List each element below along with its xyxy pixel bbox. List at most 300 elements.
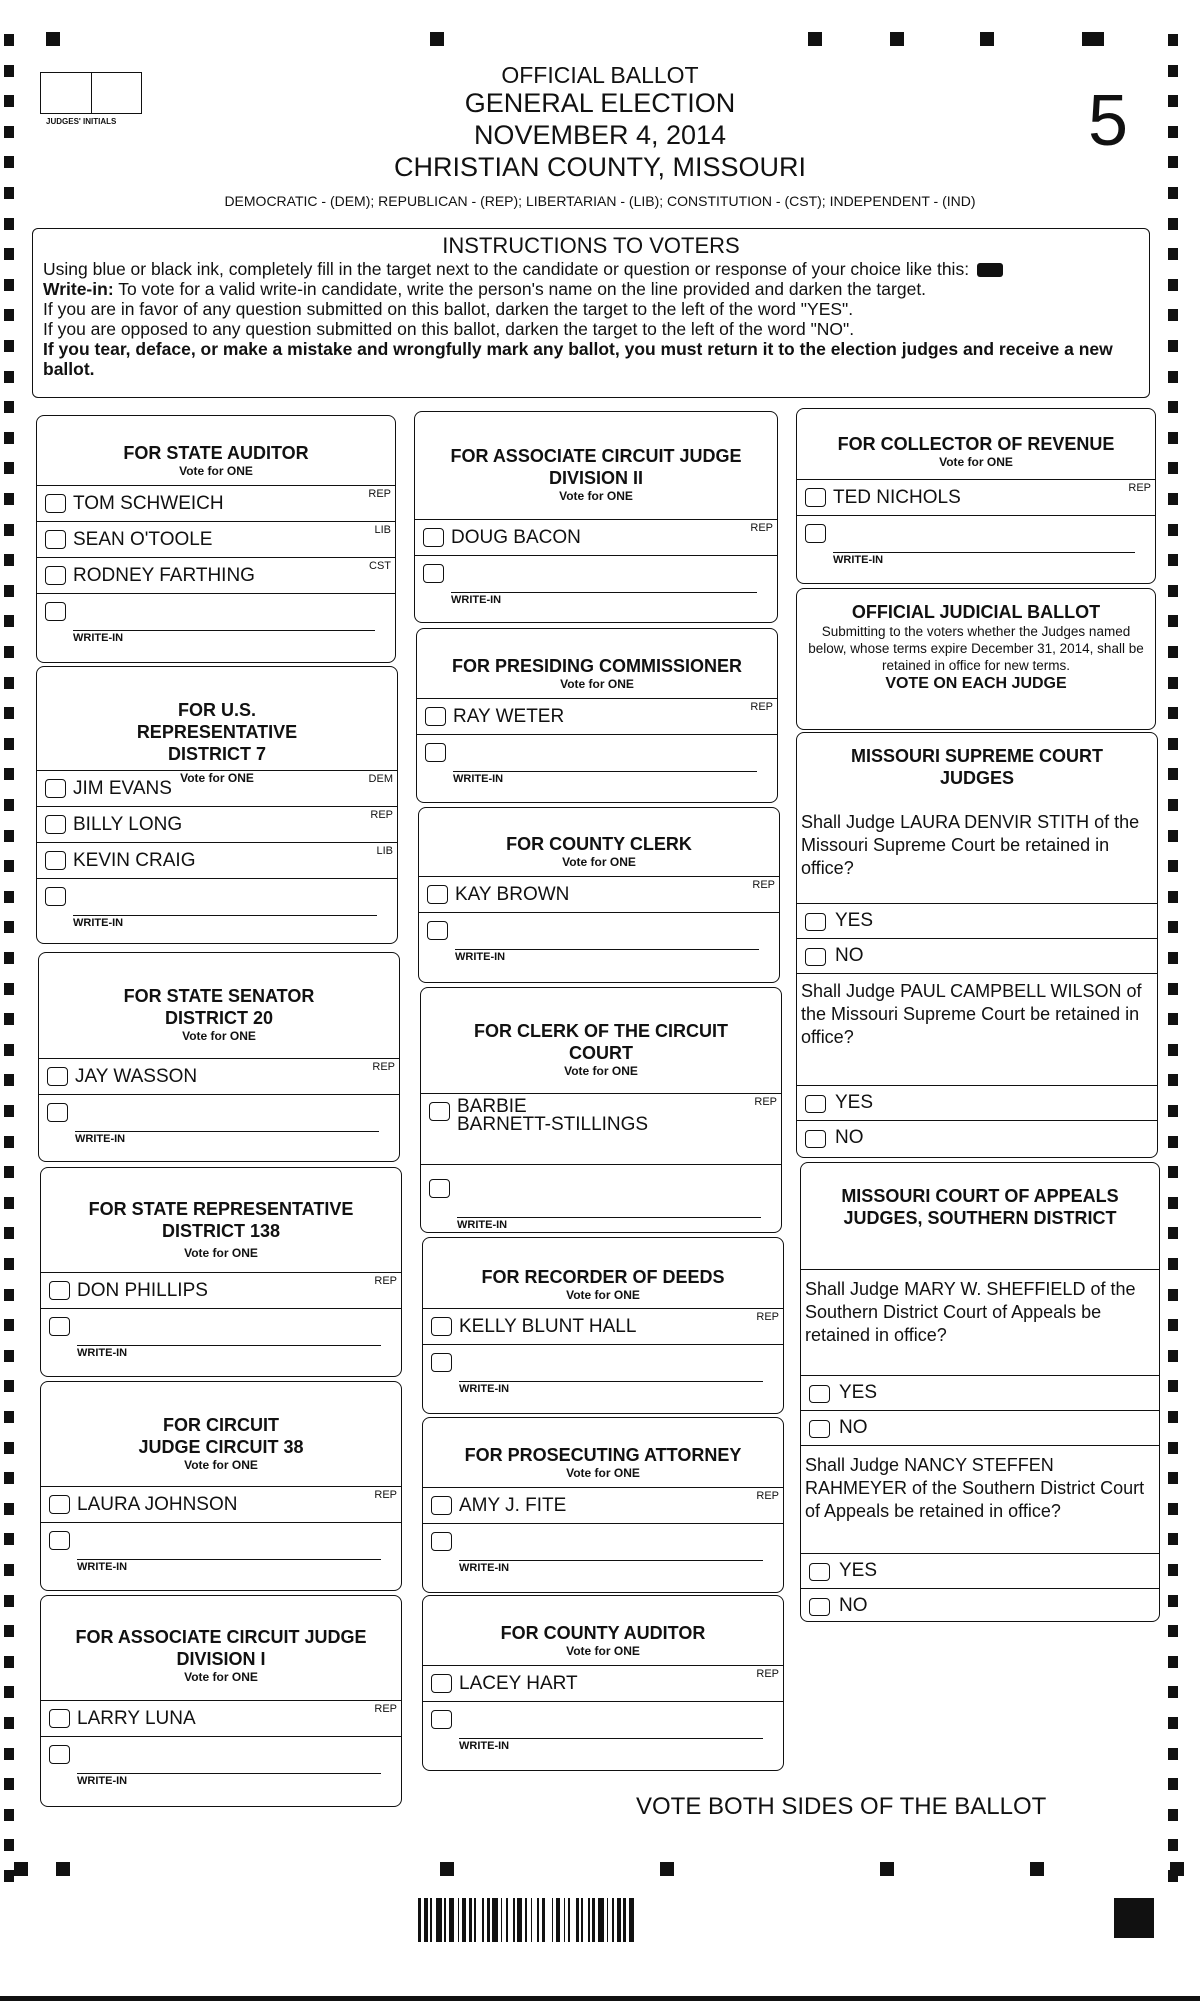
contest-us-representative	[36, 666, 398, 944]
timing-mark	[4, 1809, 14, 1821]
timing-mark	[660, 1862, 674, 1876]
supreme-court-section	[796, 732, 1158, 1158]
vote-for-one: Vote for ONE	[566, 1288, 640, 1302]
county-name: CHRISTIAN COUNTY, MISSOURI	[393, 152, 807, 182]
timing-mark	[4, 983, 14, 995]
candidate-row[interactable]: BILLY LONG REP	[37, 806, 397, 842]
timing-mark	[4, 1625, 14, 1637]
candidate-row[interactable]: KELLY BLUNT HALL REP	[423, 1308, 783, 1344]
timing-mark	[4, 218, 14, 230]
timing-mark	[1168, 1380, 1178, 1392]
timing-mark	[4, 615, 14, 627]
timing-mark	[1168, 1839, 1178, 1851]
timing-mark	[4, 401, 14, 413]
barcode-bar	[592, 1898, 595, 1942]
timing-mark	[1168, 860, 1178, 872]
write-in-row[interactable]: WRITE-IN	[419, 912, 779, 965]
timing-mark	[4, 1380, 14, 1392]
timing-mark	[1168, 524, 1178, 536]
vote-target[interactable]	[809, 1598, 830, 1616]
timing-mark	[4, 768, 14, 780]
vote-target[interactable]	[431, 1317, 452, 1336]
timing-mark	[4, 1074, 14, 1086]
timing-mark	[1168, 371, 1178, 383]
timing-mark	[1168, 1166, 1178, 1178]
bottom-edge	[0, 1996, 1200, 2001]
timing-mark	[1168, 1809, 1178, 1821]
vote-target[interactable]	[49, 1317, 70, 1336]
timing-mark	[1168, 952, 1178, 964]
timing-mark	[4, 1748, 14, 1760]
timing-mark	[1168, 677, 1178, 689]
vote-for-one: Vote for ONE	[559, 489, 633, 503]
vote-target[interactable]	[431, 1496, 452, 1515]
candidate-row[interactable]: TOM SCHWEICH REP	[37, 485, 395, 521]
timing-mark	[1168, 432, 1178, 444]
barcode-bar	[492, 1898, 498, 1942]
vote-target[interactable]	[809, 1563, 830, 1581]
contest-title: FOR ASSOCIATE CIRCUIT JUDGE DIVISION I	[75, 1627, 367, 1669]
barcode-bar	[564, 1898, 565, 1942]
timing-mark	[4, 1656, 14, 1668]
timing-mark	[4, 1258, 14, 1270]
barcode-bar	[552, 1898, 553, 1942]
candidate-row[interactable]: RODNEY FARTHING CST	[37, 557, 395, 593]
timing-mark	[808, 32, 822, 46]
timing-mark	[1030, 1862, 1044, 1876]
candidate-row[interactable]: TED NICHOLS REP	[797, 479, 1155, 515]
answer-no[interactable]: NO	[797, 1120, 1157, 1155]
contest-state-representative	[40, 1167, 402, 1377]
vote-target[interactable]	[45, 530, 66, 549]
barcode-bar	[449, 1898, 454, 1942]
supreme-court-title: MISSOURI SUPREME COURT JUDGES	[850, 746, 1104, 788]
candidate-row[interactable]: DON PHILLIPS REP	[41, 1272, 401, 1308]
candidate-row[interactable]: SEAN O'TOOLE LIB	[37, 521, 395, 557]
filled-target-example-icon	[977, 263, 1003, 277]
judges-initials-label: JUDGES' INITIALS	[46, 117, 117, 126]
vote-for-one: Vote for ONE	[566, 1644, 640, 1658]
write-in-line[interactable]	[833, 552, 1135, 553]
timing-mark	[1168, 1227, 1178, 1239]
write-in-row[interactable]: WRITE-IN	[423, 1344, 783, 1397]
timing-mark	[4, 1105, 14, 1117]
timing-mark	[1168, 1350, 1178, 1362]
barcode-bar	[487, 1898, 490, 1942]
write-in-row[interactable]: WRITE-IN	[423, 1523, 783, 1576]
barcode-bar	[542, 1898, 545, 1942]
vote-for-one: Vote for ONE	[184, 1246, 258, 1260]
vote-target[interactable]	[49, 1709, 70, 1728]
barcode-bar	[482, 1898, 484, 1942]
candidate-row[interactable]: KEVIN CRAIG LIB	[37, 842, 397, 878]
vote-target[interactable]	[49, 1495, 70, 1514]
candidate-row[interactable]: AMY J. FITE REP	[423, 1487, 783, 1523]
vote-each-judge: VOTE ON EACH JUDGE	[885, 675, 1067, 692]
vote-target[interactable]	[427, 885, 448, 904]
write-in-line[interactable]	[451, 592, 757, 593]
write-in-line[interactable]	[73, 915, 377, 916]
candidate-row[interactable]: DOUG BACON REP	[415, 519, 777, 555]
timing-mark	[4, 554, 14, 566]
timing-mark	[4, 279, 14, 291]
timing-mark	[4, 1166, 14, 1178]
timing-mark	[4, 248, 14, 260]
timing-mark	[4, 432, 14, 444]
barcode-bar	[474, 1898, 476, 1942]
vote-target[interactable]	[805, 524, 826, 543]
timing-mark	[4, 585, 14, 597]
contest-circuit-judge	[40, 1381, 402, 1591]
barcode-bar	[444, 1898, 446, 1942]
vote-for-one: Vote for ONE	[564, 1064, 638, 1078]
write-in-row[interactable]: WRITE-IN	[39, 1094, 399, 1147]
instructions-line-yes: If you are in favor of any question submitted on this ballot, darken the target to the left of the word "YES".	[43, 299, 854, 319]
vote-both-sides-notice: VOTE BOTH SIDES OF THE BALLOT	[636, 1793, 1047, 1820]
timing-mark	[1168, 921, 1178, 933]
barcode-bar	[629, 1898, 634, 1942]
vote-target[interactable]	[49, 1281, 70, 1300]
timing-mark	[1168, 1686, 1178, 1698]
timing-mark	[1168, 1289, 1178, 1301]
timing-mark	[1168, 1564, 1178, 1576]
timing-mark	[880, 1862, 894, 1876]
vote-target[interactable]	[45, 602, 66, 621]
timing-mark	[4, 1442, 14, 1454]
timing-mark	[4, 1319, 14, 1331]
timing-mark	[4, 738, 14, 750]
judicial-ballot-header	[796, 588, 1156, 730]
answer-yes[interactable]: YES	[801, 1553, 1159, 1588]
vote-target[interactable]	[423, 564, 444, 583]
vote-target[interactable]	[423, 528, 444, 547]
barcode-bar	[462, 1898, 466, 1942]
timing-mark	[4, 1411, 14, 1423]
barcode-bar	[458, 1898, 459, 1942]
barcode	[418, 1898, 946, 1942]
timing-mark	[430, 32, 444, 46]
write-in-line[interactable]	[459, 1560, 763, 1561]
timing-mark	[1168, 1411, 1178, 1423]
timing-mark	[1168, 493, 1178, 505]
timing-mark	[1168, 309, 1178, 321]
barcode-bar	[623, 1898, 626, 1942]
contest-state-senator	[38, 952, 400, 1162]
vote-target[interactable]	[429, 1102, 450, 1121]
contest-associate-judge-div-2	[414, 411, 778, 623]
timing-mark	[4, 1472, 14, 1484]
vote-target[interactable]	[425, 707, 446, 726]
appeals-court-title: MISSOURI COURT OF APPEALS JUDGES, SOUTHERN DISTRICT	[841, 1186, 1119, 1228]
timing-mark	[1168, 1013, 1178, 1025]
timing-mark	[1168, 1442, 1178, 1454]
candidate-row[interactable]: JAY WASSON REP	[39, 1058, 399, 1094]
timing-mark	[4, 891, 14, 903]
vote-target[interactable]	[431, 1674, 452, 1693]
write-in-row[interactable]: WRITE-IN	[41, 1736, 401, 1789]
vote-target[interactable]	[431, 1353, 452, 1372]
timing-mark	[4, 1197, 14, 1209]
timing-mark	[1168, 1778, 1178, 1790]
timing-mark	[1168, 1472, 1178, 1484]
write-in-line[interactable]	[73, 630, 375, 631]
vote-target[interactable]	[809, 1420, 830, 1438]
timing-mark	[4, 493, 14, 505]
timing-mark	[1168, 830, 1178, 842]
write-in-row[interactable]: WRITE-IN	[41, 1308, 401, 1361]
vote-target[interactable]	[431, 1710, 452, 1729]
barcode-bar	[424, 1898, 428, 1942]
timing-mark	[1168, 1717, 1178, 1729]
timing-mark	[1168, 462, 1178, 474]
vote-target[interactable]	[425, 743, 446, 762]
vote-target[interactable]	[45, 779, 66, 798]
write-in-line[interactable]	[453, 771, 757, 772]
timing-mark	[4, 1350, 14, 1362]
barcode-bar	[598, 1898, 604, 1942]
barcode-bar	[418, 1898, 421, 1942]
timing-mark	[4, 462, 14, 474]
answer-yes[interactable]: YES	[797, 1085, 1157, 1120]
contest-title: FOR PRESIDING COMMISSIONER	[451, 656, 743, 676]
judicial-title: OFFICIAL JUDICIAL BALLOT	[851, 602, 1101, 622]
write-in-line[interactable]	[77, 1559, 381, 1560]
timing-mark	[1168, 1136, 1178, 1148]
vote-target[interactable]	[45, 815, 66, 834]
timing-mark	[1168, 768, 1178, 780]
contest-title: FOR CIRCUIT JUDGE CIRCUIT 38	[138, 1415, 304, 1457]
answer-no[interactable]: NO	[801, 1410, 1159, 1445]
contest-title: FOR PROSECUTING ATTORNEY	[464, 1445, 742, 1465]
timing-mark	[46, 32, 60, 46]
party-legend: DEMOCRATIC - (DEM); REPUBLICAN - (REP); LIBERTARIAN - (LIB); CONSTITUTION - (CST); INDEPENDENT - (IND)	[224, 193, 976, 209]
timing-mark	[1168, 1074, 1178, 1086]
timing-mark	[980, 32, 994, 46]
candidate-row[interactable]: LARRY LUNA REP	[41, 1700, 401, 1736]
barcode-bar	[513, 1898, 515, 1942]
write-in-row[interactable]: WRITE-IN	[37, 593, 395, 646]
timing-mark	[1168, 1258, 1178, 1270]
timing-mark	[1090, 32, 1104, 46]
timing-mark	[4, 34, 14, 46]
candidate-row[interactable]: BARBIE BARNETT-STILLINGS REP	[421, 1093, 781, 1164]
vote-for-one: Vote for ONE	[184, 1670, 258, 1684]
instructions-line-no: If you are opposed to any question submitted on this ballot, darken the target to the left of the word "NO".	[43, 319, 855, 339]
timing-mark	[4, 1503, 14, 1515]
timing-mark	[1168, 615, 1178, 627]
timing-mark	[1168, 1748, 1178, 1760]
barcode-bar	[501, 1898, 502, 1942]
timing-mark	[4, 799, 14, 811]
ballot-title: OFFICIAL BALLOT	[501, 62, 699, 88]
barcode-bar	[469, 1898, 472, 1942]
contest-county-clerk	[418, 807, 780, 983]
candidate-row[interactable]: RAY WETER REP	[417, 698, 777, 734]
timing-mark	[1168, 646, 1178, 658]
instructions-line-mistake: If you tear, deface, or make a mistake and wrongfully mark any ballot, you must return it to the election judges and receive a new ballot.	[43, 339, 1113, 379]
write-in-row[interactable]: WRITE-IN	[415, 555, 777, 608]
contest-title: FOR COUNTY CLERK	[506, 834, 692, 854]
retention-question: Shall Judge MARY W. SHEFFIELD of the Southern District Court of Appeals be retained in office?	[801, 1269, 1159, 1375]
vote-target[interactable]	[47, 1103, 68, 1122]
timing-mark	[4, 1044, 14, 1056]
vote-for-one: Vote for ONE	[560, 677, 634, 691]
timing-mark	[1168, 279, 1178, 291]
judicial-description: Submitting to the voters whether the Judges named below, whose terms expire December 31, 2014, shall be retained in office for new terms.	[808, 624, 1144, 673]
timing-mark	[1168, 585, 1178, 597]
vote-target[interactable]	[47, 1067, 68, 1086]
vote-target[interactable]	[805, 488, 826, 507]
timing-mark	[14, 1862, 28, 1876]
timing-mark	[1168, 1319, 1178, 1331]
vote-for-one: Vote for ONE	[562, 855, 636, 869]
timing-mark	[4, 860, 14, 872]
vote-target[interactable]	[805, 1130, 826, 1148]
barcode-bar	[581, 1898, 583, 1942]
election-date: NOVEMBER 4, 2014	[473, 120, 727, 150]
barcode-bar	[430, 1898, 432, 1942]
timing-mark	[4, 1013, 14, 1025]
contest-collector-of-revenue	[796, 408, 1156, 584]
contest-title: FOR STATE SENATOR DISTRICT 20	[123, 986, 315, 1028]
timing-mark	[4, 1595, 14, 1607]
candidate-row[interactable]: LAURA JOHNSON REP	[41, 1486, 401, 1522]
timing-mark	[1168, 1533, 1178, 1545]
contest-title: FOR STATE REPRESENTATIVE DISTRICT 138	[88, 1199, 354, 1241]
barcode-bar	[588, 1898, 590, 1942]
timing-mark	[1168, 983, 1178, 995]
timing-mark	[890, 32, 904, 46]
timing-mark	[440, 1862, 454, 1876]
timing-mark	[1170, 1862, 1184, 1876]
timing-mark	[4, 371, 14, 383]
vote-target[interactable]	[805, 1095, 826, 1113]
timing-mark	[4, 830, 14, 842]
write-in-row[interactable]: WRITE-IN	[41, 1522, 401, 1575]
barcode-bar	[607, 1898, 608, 1942]
contest-presiding-commissioner	[416, 628, 778, 803]
barcode-bar	[506, 1898, 508, 1942]
timing-mark	[4, 1717, 14, 1729]
barcode-bar	[568, 1898, 570, 1942]
timing-mark	[4, 707, 14, 719]
timing-mark	[4, 1227, 14, 1239]
contest-state-auditor	[36, 415, 396, 663]
write-in-line[interactable]	[459, 1738, 763, 1739]
write-in-line[interactable]	[455, 949, 759, 950]
instructions-line-writein: Write-in: To vote for a valid write-in candidate, write the person's name on the line provided and darken the target.	[43, 279, 927, 299]
timing-mark	[1168, 248, 1178, 260]
timing-mark	[1168, 554, 1178, 566]
timing-mark	[4, 340, 14, 352]
write-in-row[interactable]: WRITE-IN	[797, 515, 1155, 568]
timing-mark	[4, 1686, 14, 1698]
write-in-line[interactable]	[77, 1345, 381, 1346]
timing-mark	[4, 1564, 14, 1576]
contest-title: FOR COLLECTOR OF REVENUE	[837, 434, 1115, 454]
timing-mark	[1168, 1503, 1178, 1515]
vote-for-one: Vote for ONE	[566, 1466, 640, 1480]
timing-mark	[1168, 799, 1178, 811]
timing-mark	[4, 309, 14, 321]
vote-target[interactable]	[429, 1179, 450, 1198]
ballot-number: 5	[1088, 81, 1129, 161]
vote-target[interactable]	[45, 851, 66, 870]
timing-mark	[1168, 1044, 1178, 1056]
timing-mark	[4, 677, 14, 689]
vote-target[interactable]	[45, 566, 66, 585]
vote-for-one: Vote for ONE	[184, 1458, 258, 1472]
timing-mark	[1168, 1595, 1178, 1607]
contest-associate-judge-div-1	[40, 1595, 402, 1807]
barcode-bar	[436, 1898, 442, 1942]
contest-title: FOR U.S. REPRESENTATIVE DISTRICT 7	[136, 700, 298, 764]
candidate-row[interactable]: LACEY HART REP	[423, 1665, 783, 1701]
instructions-box	[32, 228, 1150, 398]
vote-for-one: Vote for ONE	[182, 1029, 256, 1043]
timing-mark	[1168, 1656, 1178, 1668]
write-in-line[interactable]	[77, 1773, 381, 1774]
write-in-row[interactable]: WRITE-IN	[417, 734, 777, 787]
contest-prosecuting-attorney	[422, 1417, 784, 1593]
candidate-row[interactable]: KAY BROWN REP	[419, 876, 779, 912]
vote-target[interactable]	[431, 1532, 452, 1551]
timing-mark	[56, 1862, 70, 1876]
timing-mark	[1168, 218, 1178, 230]
contest-title: FOR COUNTY AUDITOR	[500, 1623, 706, 1643]
answer-yes[interactable]: YES	[797, 903, 1157, 938]
election-type: GENERAL ELECTION	[464, 88, 736, 118]
barcode-bar	[531, 1898, 532, 1942]
retention-question: Shall Judge NANCY STEFFEN RAHMEYER of the Southern District Court of Appeals be retained in office?	[801, 1445, 1159, 1553]
write-in-line[interactable]	[457, 1217, 761, 1218]
vote-target[interactable]	[805, 948, 826, 966]
write-in-row[interactable]: WRITE-IN	[37, 878, 397, 931]
write-in-line[interactable]	[459, 1381, 763, 1382]
answer-yes[interactable]: YES	[801, 1375, 1159, 1410]
vote-for-one: Vote for ONE	[179, 464, 253, 478]
timing-mark	[1168, 1625, 1178, 1637]
timing-mark	[4, 646, 14, 658]
vote-target[interactable]	[49, 1531, 70, 1550]
appeals-court-section	[800, 1162, 1160, 1622]
answer-no[interactable]: NO	[797, 938, 1157, 973]
barcode-bar	[517, 1898, 522, 1942]
write-in-line[interactable]	[75, 1131, 379, 1132]
vote-target[interactable]	[805, 913, 826, 931]
vote-target[interactable]	[809, 1385, 830, 1403]
timing-mark	[1168, 340, 1178, 352]
vote-for-one: Vote for ONE	[180, 771, 254, 785]
candidate-row[interactable]: JIM EVANS DEM	[37, 770, 397, 806]
answer-no[interactable]: NO	[801, 1588, 1159, 1623]
barcode-bar	[537, 1898, 539, 1942]
vote-target[interactable]	[45, 887, 66, 906]
vote-for-one: Vote for ONE	[939, 455, 1013, 469]
contest-clerk-circuit-court	[420, 987, 782, 1233]
vote-target[interactable]	[427, 921, 448, 940]
timing-mark	[1168, 401, 1178, 413]
timing-mark	[1168, 707, 1178, 719]
vote-target[interactable]	[49, 1745, 70, 1764]
write-in-row[interactable]: WRITE-IN	[423, 1701, 783, 1754]
barcode-bar	[617, 1898, 621, 1942]
vote-target[interactable]	[45, 494, 66, 513]
write-in-row[interactable]: WRITE-IN	[421, 1164, 781, 1231]
instructions-line-ink: Using blue or black ink, completely fill in the target next to the candidate or question or response of your choice like this:	[43, 259, 1139, 279]
timing-mark	[4, 1839, 14, 1851]
contest-recorder-of-deeds	[422, 1237, 784, 1414]
